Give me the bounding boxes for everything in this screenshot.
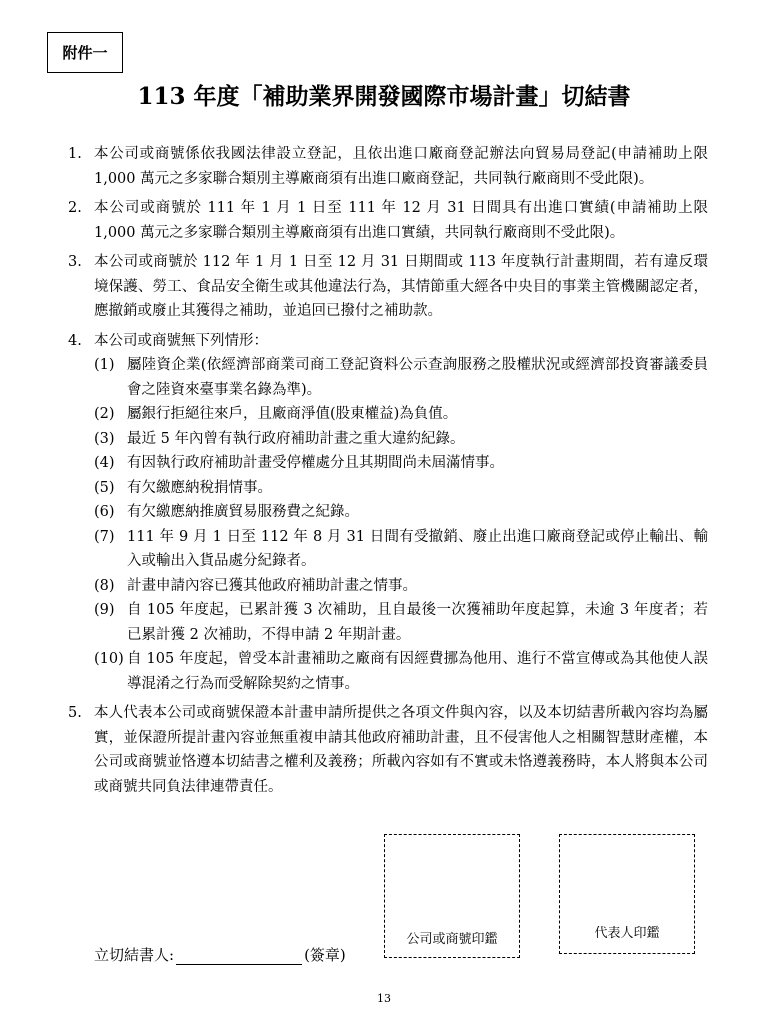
subitem-5 [94,476,708,501]
item-text: 本人代表本公司或商號保證本計畫申請所提供之各項文件與內容，以及本切結書所載內容均為屬實，並保證所提計畫內容並無重複申請其他政府補助計畫，且不侵害他人之相關智慧財產權，本公司或商號並恪遵本切結書之權利及義務；所載內容如有不實或未恪遵義務時，本人將與本公司或商號共同負法律連帶責任。 [94,705,708,795]
subitem-number: (1) [94,357,115,373]
signature-blank [176,946,302,965]
subitem-text: 最近 5 年內曾有執行政府補助計畫之重大違約紀錄。 [127,430,465,447]
subitem-3 [94,427,708,452]
subitem-8 [94,574,708,599]
subitem-text: 自 105 年度起，已累計獲 3 次補助，且自最後一次獲補助年度起算，未逾 3 年度者；若已累計獲 2 次補助，不得申請 2 年期計畫。 [127,602,708,643]
subitem-text: 自 105 年度起，曾受本計畫補助之廠商有因經費挪為他用、進行不當宣傳或為其他使人誤導混淆之行為而受解除契約之情事。 [127,651,708,692]
item-number: 1. [68,146,82,162]
subitem-text: 計畫申請內容已獲其他政府補助計畫之情事。 [127,577,417,594]
subitem-6 [94,500,708,525]
subitem-number: (7) [94,528,115,545]
declaration-body [68,142,708,804]
subitem-number: (3) [94,430,115,447]
item-number: 5. [68,705,82,721]
company-seal-label: 公司或商號印鑑 [406,932,498,947]
item-number: 2. [68,200,82,216]
attachment-label: 附件一 [47,32,123,73]
subitem-text: 屬陸資企業(依經濟部商業司商工登記資料公示查詢服務之股權狀況或經濟部投資審議委員會之陸資來臺事業名錄為準)。 [127,357,708,398]
subitem-text: 屬銀行拒絕往來戶，且廠商淨值(股東權益)為負值。 [127,406,458,422]
subitem-9 [94,598,708,647]
subitem-7 [94,525,708,574]
declaration-item-4 [68,329,708,697]
document-title: 113 年度「補助業界開發國際市場計畫」切結書 [137,83,631,110]
subitem-10 [94,647,708,696]
subitem-text: 有欠繳應納稅捐情事。 [127,479,272,496]
item-number: 3. [68,254,82,270]
subitem-1 [94,353,708,402]
subitem-4 [94,451,708,476]
item-content [94,329,708,697]
subitem-number: (9) [94,602,115,618]
declaration-item-5 [68,701,708,799]
item-text: 本公司或商號於 112 年 1 月 1 日至 12 月 31 日期間或 113 年度執行計畫期間，若有違反環境保護、勞工、食品安全衛生或其他違法行為，其情節重大經各中央目的事業主管機關認定者，應撤銷或廢止其獲得之補助，並追回已撥付之補助款。 [94,254,708,319]
subitem-number: (4) [94,455,115,471]
declaration-item-2 [68,196,708,245]
representative-seal-label: 代表人印鑑 [594,926,660,941]
item-text: 本公司或商號係依我國法律設立登記，且依出進口廠商登記辦法向貿易局登記(申請補助上限 1,000 萬元之多家聯合類別主導廠商須有出進口廠商登記，共同執行廠商則不受此限)。 [94,146,708,187]
signer-line [94,944,346,965]
signer-suffix: (簽章) [304,946,346,964]
item-number: 4. [68,332,82,349]
declaration-item-3 [68,250,708,324]
subitem-text: 111 年 9 月 1 日至 112 年 8 月 31 日間有受撤銷、廢止出進口廠商登記或停止輸出、輸入或輸出入貨品處分紀錄者。 [127,528,708,569]
declaration-item-1 [68,142,708,191]
item-text: 本公司或商號於 111 年 1 月 1 日至 111 年 12 月 31 日間具有出進口實績(申請補助上限 1,000 萬元之多家聯合類別主導廠商須有出進口實績，共同執行廠商則不受此限)。 [94,200,708,241]
subitem-text: 有欠繳應納推廣貿易服務費之紀錄。 [127,504,359,520]
subitem-number: (5) [94,479,115,496]
subitem-number: (10) [94,651,124,667]
signer-label: 立切結書人: [94,946,175,964]
subitem-2 [94,402,708,427]
subitem-number: (6) [94,504,115,520]
representative-seal-box [559,834,695,954]
company-seal-box [384,834,520,958]
subitem-number: (2) [94,406,115,422]
item-text: 本公司或商號無下列情形： [94,332,268,349]
subitem-text: 有因執行政府補助計畫受停權處分且其期間尚未屆滿情事。 [127,455,504,471]
subitem-number: (8) [94,577,115,594]
page-number: 13 [377,992,391,1005]
